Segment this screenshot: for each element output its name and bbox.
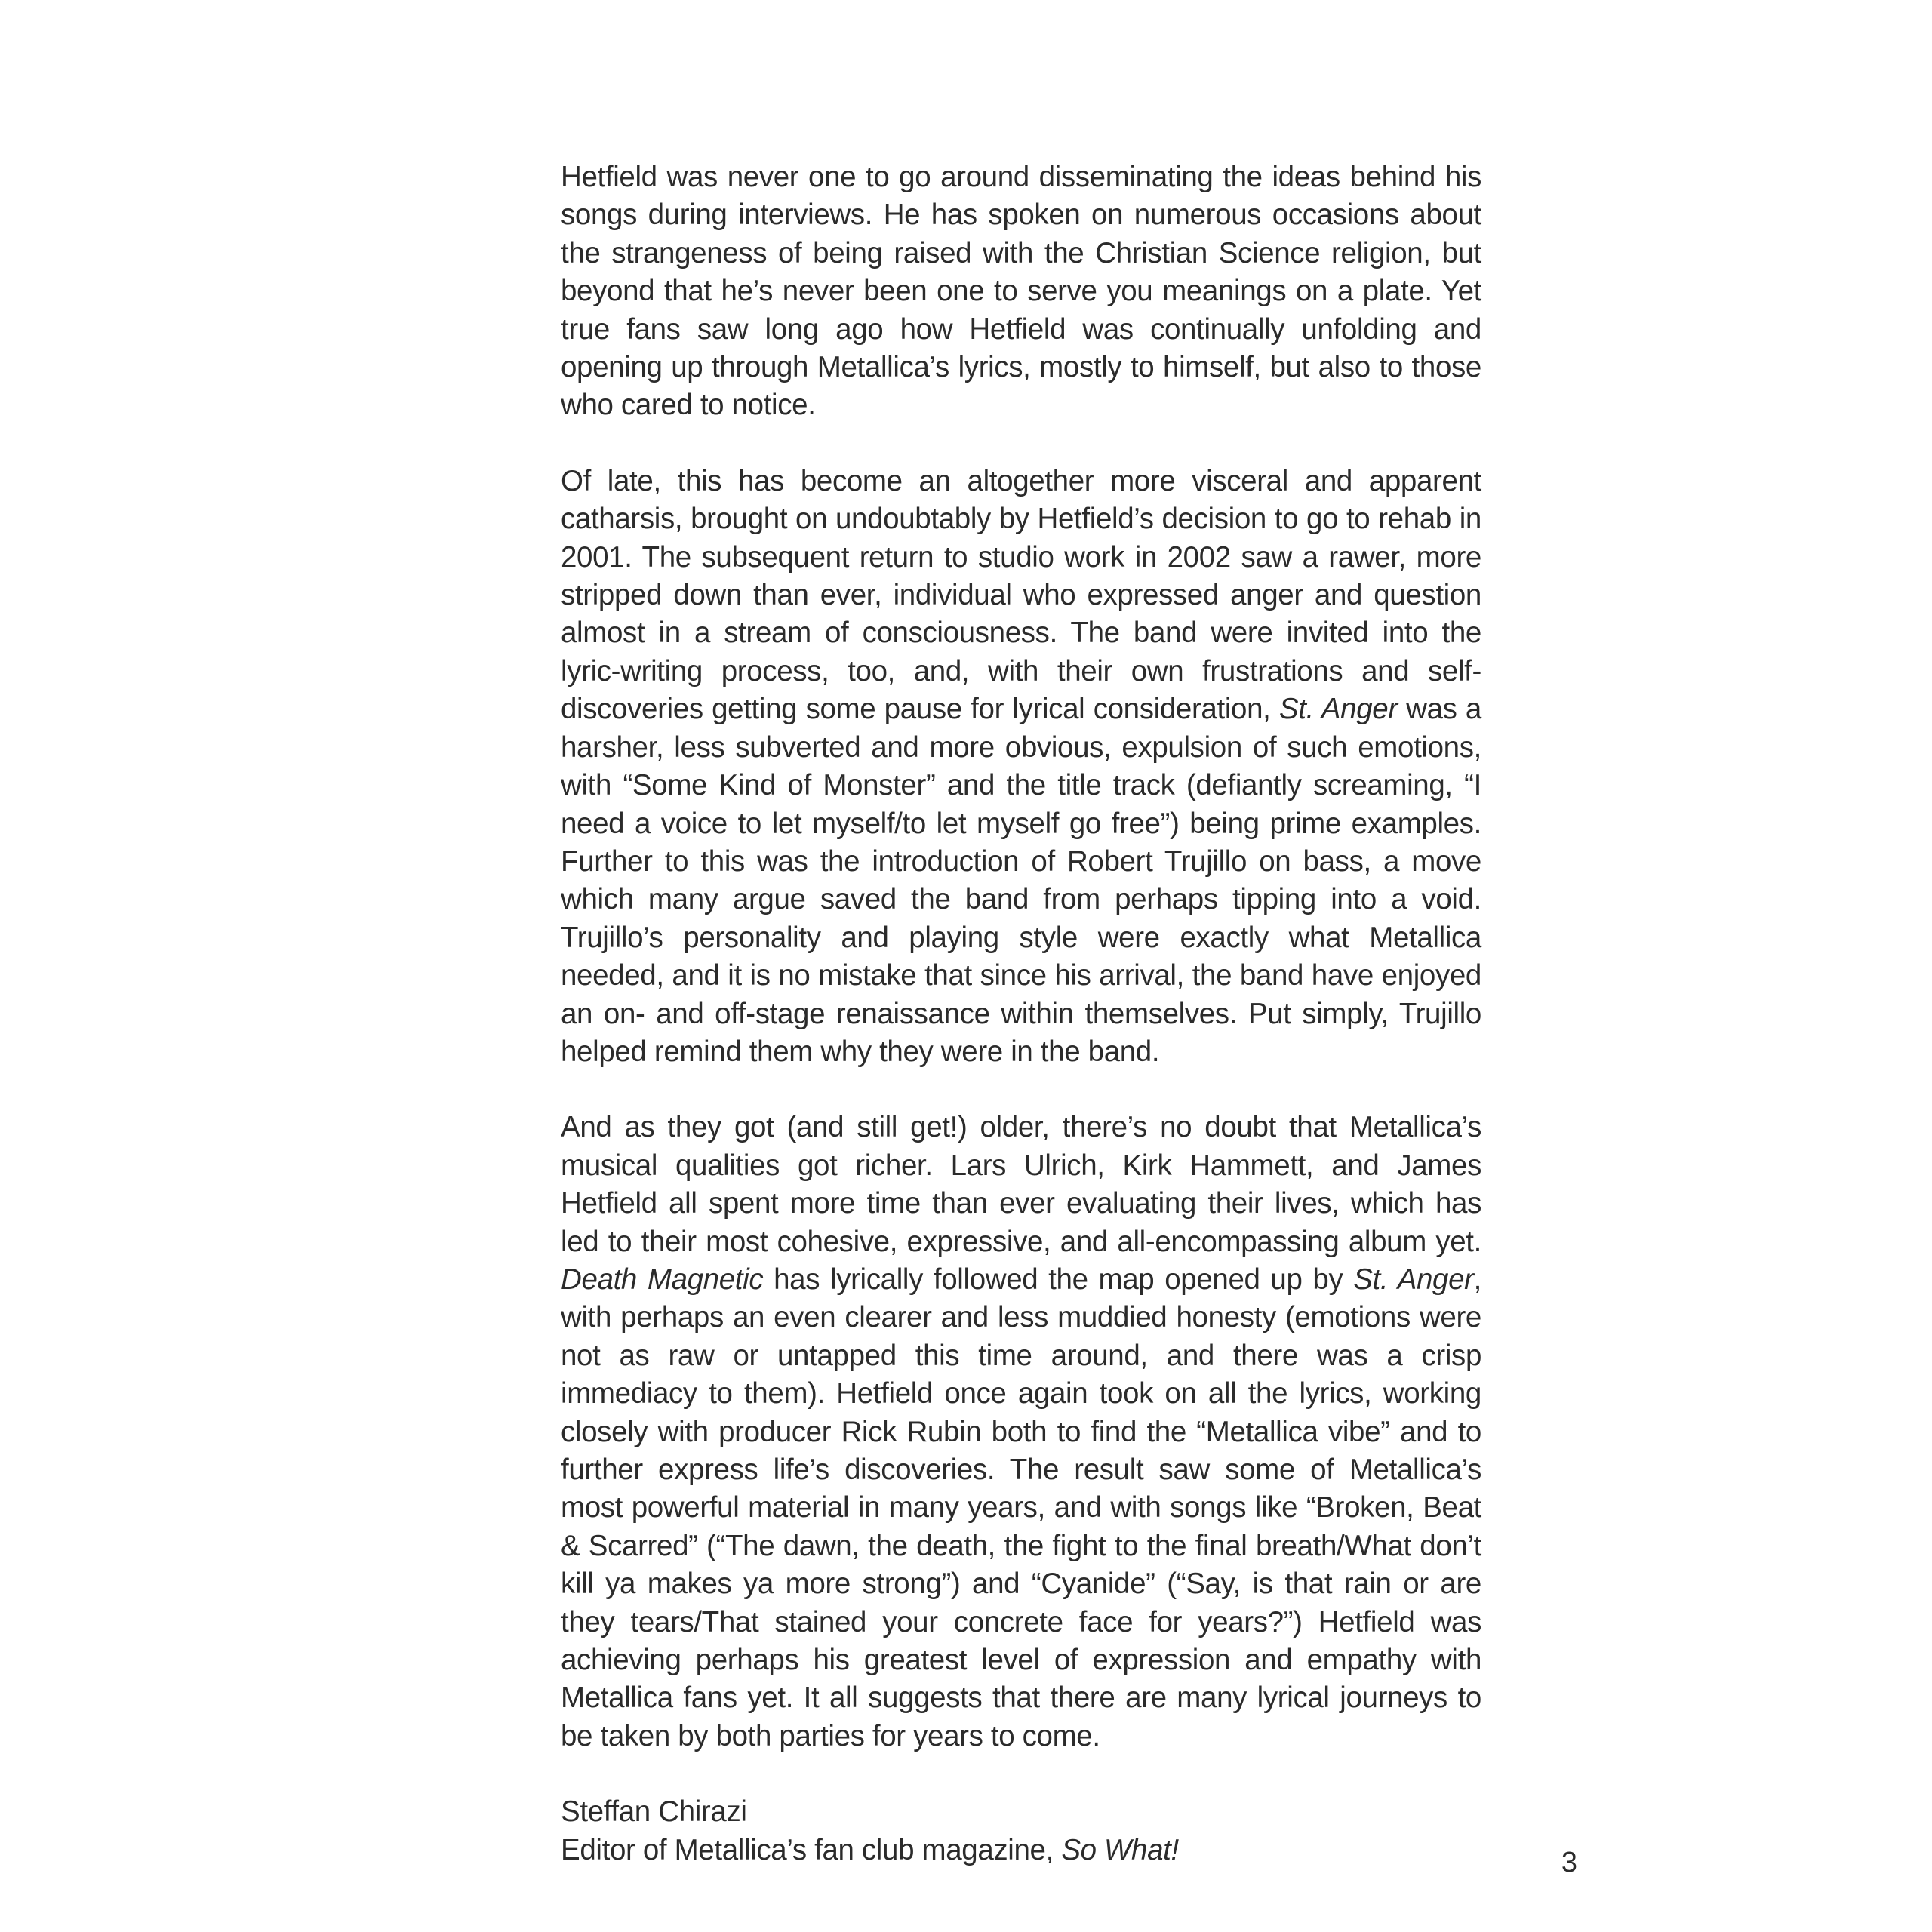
paragraph-text: , with perhaps an even clearer and less muddied honesty (emotions were not as raw or untapped this time around, and there was a crisp immediacy to them). Hetfield once again took on all the lyrics, working closely with producer Rick Rubin both to find the “Metallica vibe” and to further express life’s discoveries. The result saw some of Metallica’s most powerful material in many years, and with songs like “Broken, Beat & Scarred” (“The dawn, the death, the fight to the final breath/What don’t kill ya makes ya more strong”) and “Cyanide” (“Say, is that rain or are they tears/That stained your concrete face for years?”) Hetfield was achieving perhaps his greatest level of expression and empathy with Metallica fans yet. It all suggests that there are many lyrical journeys to be taken by both parties for years to come. <box>561 1263 1481 1752</box>
paragraph <box>561 158 1481 425</box>
paragraph <box>561 463 1481 1072</box>
paragraph <box>561 1109 1481 1755</box>
paragraph-text: was a harsher, less subverted and more obvious, expulsion of such emotions, with “Some Kind of Monster” and the title track (defiantly screaming, “I need a voice to let myself/to let myself go free”) being prime examples. Further to this was the introduction of Robert Trujillo on bass, a move which many argue saved the band from perhaps tipping into a void. Trujillo’s personality and playing style were exactly what Metallica needed, and it is no mistake that since his arrival, the band have enjoyed an on- and off-stage renaissance within themselves. Put simply, Trujillo helped remind them why they were in the band. <box>561 693 1481 1068</box>
author-name: Steffan Chirazi <box>561 1795 747 1829</box>
italic-title: St. Anger <box>1278 693 1398 726</box>
italic-title: St. Anger <box>1353 1263 1474 1296</box>
author-title <box>561 1832 1481 1869</box>
paragraph-text: Hetfield was never one to go around disseminating the ideas behind his songs during interviews. He has spoken on numerous occasions about the strangeness of being raised with the Christian Science religion, but beyond that he’s never been one to serve you meanings on a plate. Yet true fans saw long ago how Hetfield was continually unfolding and opening up through Metallica’s lyrics, mostly to himself, but also to those who cared to notice. <box>561 161 1481 422</box>
page-number: 3 <box>1561 1847 1577 1878</box>
body-text-column <box>561 158 1481 1869</box>
paragraph-text: Of late, this has become an altogether more visceral and apparent catharsis, brought on undoubtably by Hetfield’s decision to go to rehab in 2001. The subsequent return to studio work in 2002 saw a rawer, more stripped down than ever, individual who expressed anger and question almost in a stream of consciousness. The band were invited into the lyric-writing process, too, and, with their own frustrations and self-discoveries getting some pause for lyrical consideration, <box>561 464 1481 726</box>
author-title-text: Editor of Metallica’s fan club magazine, <box>561 1833 1062 1866</box>
italic-title: Death Magnetic <box>561 1263 764 1296</box>
signature-block <box>561 1793 1481 1869</box>
paragraph-text: has lyrically followed the map opened up by <box>763 1263 1354 1296</box>
magazine-title: So What! <box>1061 1833 1179 1866</box>
paragraph-text: And as they got (and still get!) older, there’s no doubt that Metallica’s musical qualities got richer. Lars Ulrich, Kirk Hammett, and James Hetfield all spent more time than ever evaluating their lives, which has led to their most cohesive, expressive, and all-encompassing album yet. <box>561 1111 1481 1258</box>
